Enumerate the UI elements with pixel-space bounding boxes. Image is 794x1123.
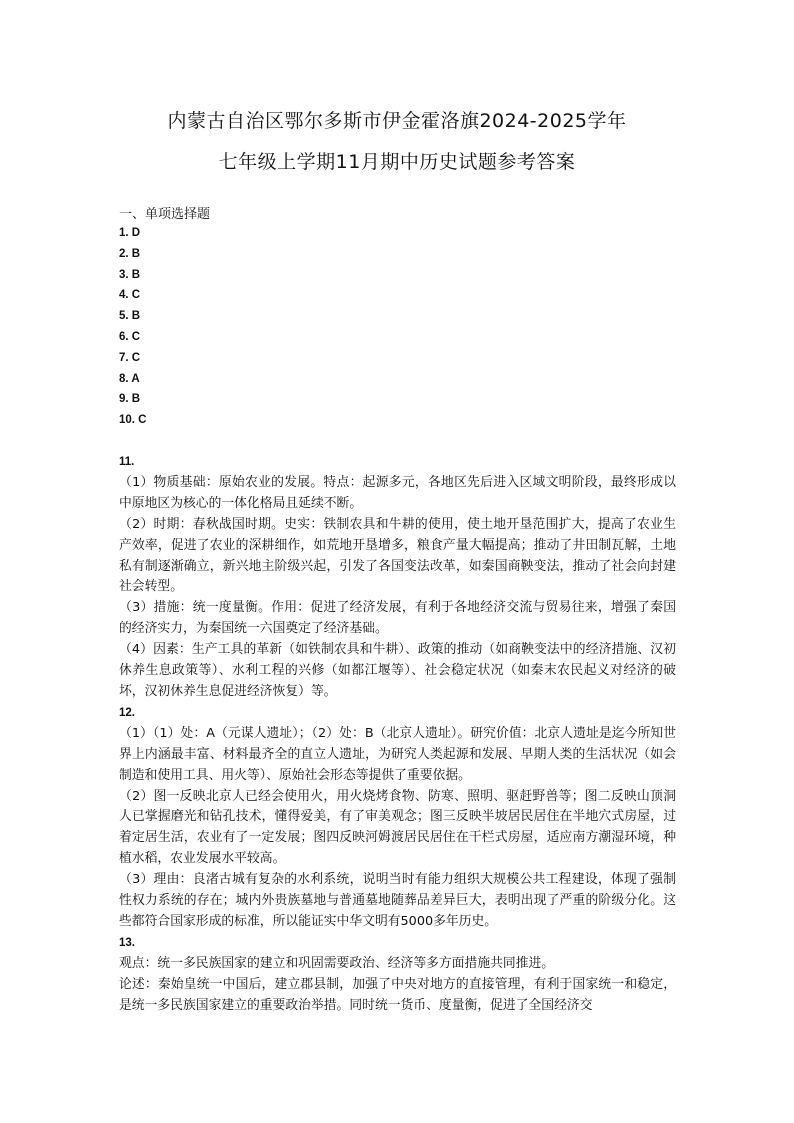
q13-viewpoint: 观点：统一多民族国家的建立和巩固需要政治、经济等多方面措施共同推进。 (119, 955, 555, 971)
q11-part2: （2）时期：春秋战国时期。史实：铁制农具和牛耕的使用，使土地开垦范围扩大，提高了农业生产效率，促进了农业的深耕细作，如荒地开垦增多，粮食产量大幅提高；推动了井田制瓦解，土地私有制逐渐确立，新兴地主阶级兴起，引发了各国变法改革，如秦国商鞅变法，推动了社会向封建社会转型。 (119, 516, 676, 595)
q11-part3: （3）措施：统一度量衡。作用：促进了经济发展，有利于各地经济交流与贸易往来，增强了秦国的经济实力，为秦国统一六国奠定了经济基础。 (119, 600, 676, 637)
answer-item: 8. A (119, 372, 140, 385)
answer-item: 5. B (119, 310, 141, 323)
answer-item: 6. C (119, 330, 141, 343)
answer-item: 4. C (119, 289, 141, 302)
document-title-line1: 内蒙古自治区鄂尔多斯市伊金霍洛旗2024-2025学年 (167, 110, 627, 132)
answer-item: 2. B (119, 247, 141, 260)
answer-list (119, 223, 147, 431)
question-number-13: 13. (119, 936, 135, 949)
answer-item: 3. B (119, 268, 141, 281)
answer-item: 1. D (119, 227, 141, 239)
document-title-line2: 七年级上学期11月期中历史试题参考答案 (218, 151, 576, 173)
q12-part1: （1）（1）处：A（元谋人遗址）；（2）处：B（北京人遗址）。研究价值：北京人遗址是迄今所知世界上内涵最丰富、材料最齐全的直立人遗址，为研究人类起源和发展、早期人类的生活状况（如会制造和使用工具、用火等）、原始社会形态等提供了重要依据。 (119, 725, 676, 783)
q13-argument: 论述：秦始皇统一中国后，建立郡县制，加强了中央对地方的直接管理，有利于国家统一和稳定，是统一多民族国家建立的重要政治举措。同时统一货币、度量衡，促进了全国经济交 (119, 976, 676, 1013)
question-number-12: 12. (119, 706, 135, 719)
q11-part4: （4）因素：生产工具的革新（如铁制农具和牛耕）、政策的推动（如商鞅变法中的经济措施、汉初休养生息政策等）、水利工程的兴修（如都江堰等）、社会稳定状况（如秦末农民起义对经济的破坏，汉初休养生息促进经济恢复）等。 (119, 642, 676, 699)
question-number-11: 11. (119, 456, 135, 468)
q12-part2: （2）图一反映北京人已经会使用火，用火烧烤食物、防寒、照明、驱赶野兽等；图二反映山顶洞人已掌握磨光和钻孔技术，懂得爱美，有了审美观念；图三反映半坡居民居住在半地穴式房屋，过着定居生活，农业有了一定发展；图四反映河姆渡居民居住在干栏式房屋，适应南方潮湿环境，种植水稻，农业发展水平较高。 (119, 788, 676, 867)
answer-item: 10. C (119, 414, 147, 427)
section-heading-single-choice: 一、单项选择题 (119, 207, 211, 222)
answer-item: 9. B (119, 393, 141, 406)
answer-item: 7. C (119, 351, 141, 364)
q12-part3: （3）理由：良渚古城有复杂的水利系统，说明当时有能力组织大规模公共工程建设，体现了强制性权力系统的存在；城内外贵族墓地与普通墓地随葬品差异巨大，表明出现了严重的阶级分化。这些都符合国家形成的标准，所以能证实中华文明有5000多年历史。 (119, 872, 676, 929)
q11-part1: （1）物质基础：原始农业的发展。特点：起源多元，各地区先后进入区域文明阶段，最终形成以中原地区为核心的一体化格局且延续不断。 (119, 474, 676, 511)
answer-body (119, 452, 676, 1016)
